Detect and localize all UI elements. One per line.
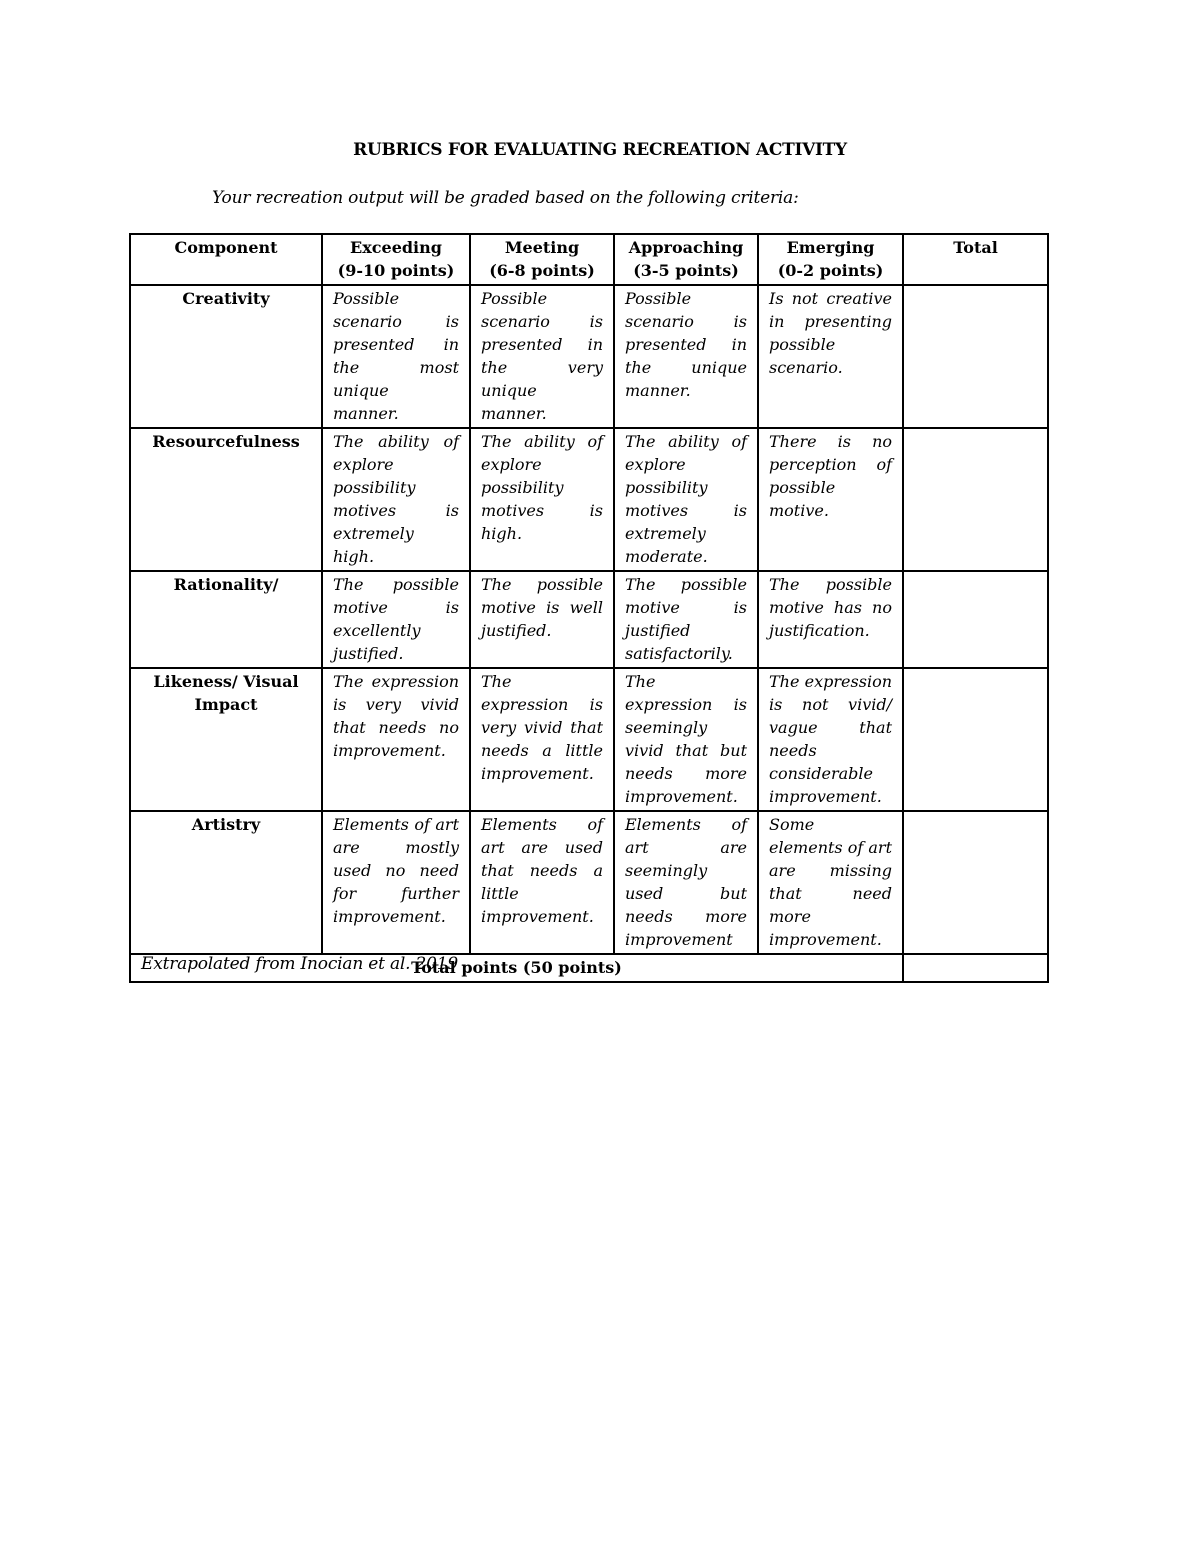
- cell-emerging: There is no perception of possible motive.: [758, 428, 903, 571]
- cell-exceeding: The expression is very vivid that needs no improvement.: [322, 668, 470, 811]
- cell-emerging: Is not creative in presenting possible scenario.: [758, 285, 903, 428]
- table-row: [130, 668, 1048, 811]
- header-total: Total: [903, 234, 1048, 285]
- cell-total: [903, 668, 1048, 811]
- row-component: Likeness/ Visual Impact: [130, 668, 322, 811]
- source-footnote: Extrapolated from Inocian et al. 2019: [141, 954, 459, 974]
- total-points-label: Total points (50 points): [130, 954, 903, 982]
- cell-emerging: The expression is not vivid/ vague that needs considerable improvement.: [758, 668, 903, 811]
- cell-approaching: The expression is seemingly vivid that but needs more improvement.: [614, 668, 758, 811]
- header-component: Component: [130, 234, 322, 285]
- cell-meeting: The expression is very vivid that needs a little improvement.: [470, 668, 614, 811]
- cell-total: [903, 571, 1048, 668]
- cell-exceeding: Possible scenario is presented in the most unique manner.: [322, 285, 470, 428]
- cell-emerging: Some elements of art are missing that need more improvement.: [758, 811, 903, 954]
- cell-total: [903, 811, 1048, 954]
- cell-meeting: The possible motive is well justified.: [470, 571, 614, 668]
- row-component: Rationality/: [130, 571, 322, 668]
- rubric-table: [129, 233, 1049, 983]
- cell-approaching: Possible scenario is presented in the unique manner.: [614, 285, 758, 428]
- header-meeting-points: (6-8 points): [489, 261, 595, 280]
- cell-meeting: Elements of art are used that needs a little improvement.: [470, 811, 614, 954]
- header-meeting: Meeting (6-8 points): [470, 234, 614, 285]
- header-emerging-points: (0-2 points): [777, 261, 884, 280]
- cell-exceeding: Elements of art are mostly used no need for further improvement.: [322, 811, 470, 954]
- row-component: Creativity: [130, 285, 322, 428]
- header-approaching: Approaching (3-5 points): [614, 234, 758, 285]
- table-row: [130, 428, 1048, 571]
- document-title: RUBRICS FOR EVALUATING RECREATION ACTIVITY: [353, 140, 847, 160]
- cell-total: [903, 428, 1048, 571]
- row-component: Resourcefulness: [130, 428, 322, 571]
- cell-approaching: The ability of explore possibility motives is extremely moderate.: [614, 428, 758, 571]
- cell-emerging: The possible motive has no justification.: [758, 571, 903, 668]
- header-exceeding-points: (9-10 points): [337, 261, 455, 280]
- header-approaching-points: (3-5 points): [633, 261, 739, 280]
- header-exceeding: Exceeding (9-10 points): [322, 234, 470, 285]
- cell-meeting: Possible scenario is presented in the very unique manner.: [470, 285, 614, 428]
- cell-approaching: The possible motive is justified satisfactorily.: [614, 571, 758, 668]
- cell-approaching: Elements of art are seemingly used but needs more improvement: [614, 811, 758, 954]
- table-header-row: [130, 234, 1048, 285]
- cell-total: [903, 285, 1048, 428]
- cell-exceeding: The ability of explore possibility motives is extremely high.: [322, 428, 470, 571]
- header-emerging: Emerging (0-2 points): [758, 234, 903, 285]
- intro-text: Your recreation output will be graded based on the following criteria:: [212, 188, 799, 208]
- total-points-value: [903, 954, 1048, 982]
- table-row: [130, 811, 1048, 954]
- table-row: [130, 571, 1048, 668]
- cell-meeting: The ability of explore possibility motives is high.: [470, 428, 614, 571]
- table-row: [130, 285, 1048, 428]
- row-component: Artistry: [130, 811, 322, 954]
- cell-exceeding: The possible motive is excellently justified.: [322, 571, 470, 668]
